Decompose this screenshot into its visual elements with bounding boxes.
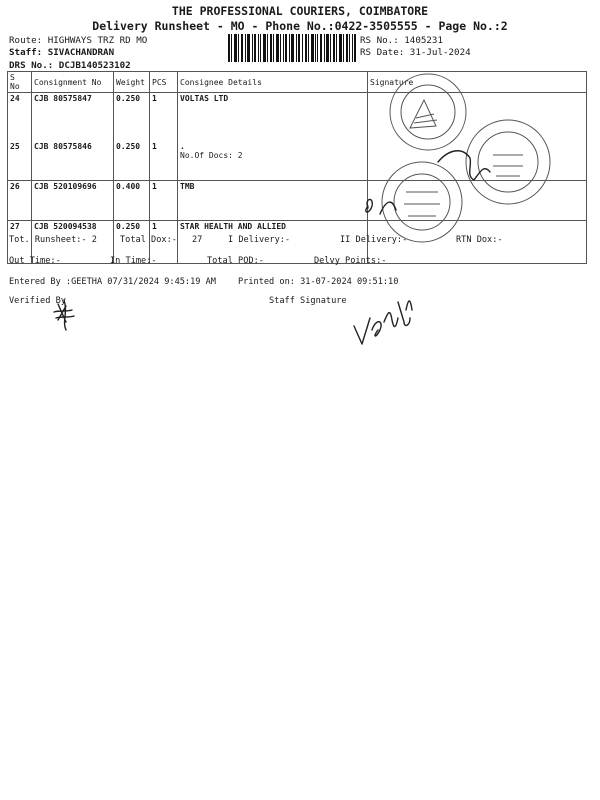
runsheet-subtitle: Delivery Runsheet - MO - Phone No.:0422-3505555 - Page No.:2 — [92, 19, 508, 33]
rs-number: RS No.: 1405231 — [360, 35, 443, 46]
cell-sno: 27 — [8, 221, 32, 264]
cell-sno: 26 — [8, 181, 32, 221]
i-delivery: I Delivery:- — [228, 235, 291, 245]
route-label: Route: HIGHWAYS TRZ RD MO — [9, 35, 148, 46]
col-signature: Signature — [368, 72, 587, 93]
cell-signature — [368, 93, 587, 133]
entered-by: Entered By :GEETHA 07/31/2024 9:45:19 AM — [9, 277, 216, 287]
cell-weight: 0.250 — [114, 93, 150, 133]
cell-consignee — [178, 132, 368, 181]
cell-pcs: 1 — [150, 181, 178, 221]
cell-consignment: CJB 80575847 — [32, 93, 114, 133]
drs-number: DRS No.: DCJB140523102 — [9, 60, 131, 71]
total-dox-label: Total Dox:- — [120, 235, 177, 245]
company-title: THE PROFESSIONAL COURIERS, COIMBATORE — [171, 4, 429, 18]
cell-signature — [368, 132, 587, 181]
delvy-points: Delvy Points:- — [314, 256, 387, 266]
table-header-row — [8, 72, 587, 93]
rtn-dox: RTN Dox:- — [456, 235, 503, 245]
tot-runsheet: Tot. Runsheet:- 2 — [9, 235, 97, 245]
cell-consignment: CJB 80575846 — [32, 132, 114, 181]
cell-consignment: CJB 520109696 — [32, 181, 114, 221]
cell-consignee: STAR HEALTH AND ALLIED — [178, 221, 368, 264]
cell-consignee: TMB — [178, 181, 368, 221]
total-pod: Total POD:- — [207, 256, 264, 266]
cell-weight: 0.250 — [114, 132, 150, 181]
table-row — [8, 93, 587, 133]
staff-label: Staff: SIVACHANDRAN — [9, 47, 115, 58]
out-time: Out Time:- — [9, 256, 61, 266]
cell-weight: 0.400 — [114, 181, 150, 221]
table-row — [8, 132, 587, 181]
staff-signature-label: Staff Signature — [269, 296, 347, 306]
cell-sno: 24 — [8, 93, 32, 133]
barcode — [228, 34, 356, 62]
in-time: In Time:- — [110, 256, 157, 266]
cell-signature — [368, 181, 587, 221]
cell-consignee: VOLTAS LTD — [178, 93, 368, 133]
consignee-text: . — [180, 142, 185, 151]
cell-pcs: 1 — [150, 221, 178, 264]
cell-weight: 0.250 — [114, 221, 150, 264]
col-consignee: Consignee Details — [178, 72, 368, 93]
col-pcs: PCS — [150, 72, 178, 93]
col-consignment: Consignment No — [32, 72, 114, 93]
cell-pcs: 1 — [150, 132, 178, 181]
cell-consignment: CJB 520094538 — [32, 221, 114, 264]
col-weight: Weight — [114, 72, 150, 93]
table-row — [8, 181, 587, 221]
printed-on: Printed on: 31-07-2024 09:51:10 — [238, 277, 399, 287]
col-sno: S No — [8, 72, 32, 93]
total-dox-value: 27 — [192, 235, 203, 245]
ii-delivery: II Delivery:- — [340, 235, 408, 245]
staff-signature-mark — [354, 301, 412, 344]
docs-note: No.Of Docs: 2 — [180, 151, 243, 160]
verified-by: Verified By — [9, 296, 66, 306]
cell-pcs: 1 — [150, 93, 178, 133]
cell-sno: 25 — [8, 132, 32, 181]
rs-date: RS Date: 31-Jul-2024 — [360, 47, 471, 58]
